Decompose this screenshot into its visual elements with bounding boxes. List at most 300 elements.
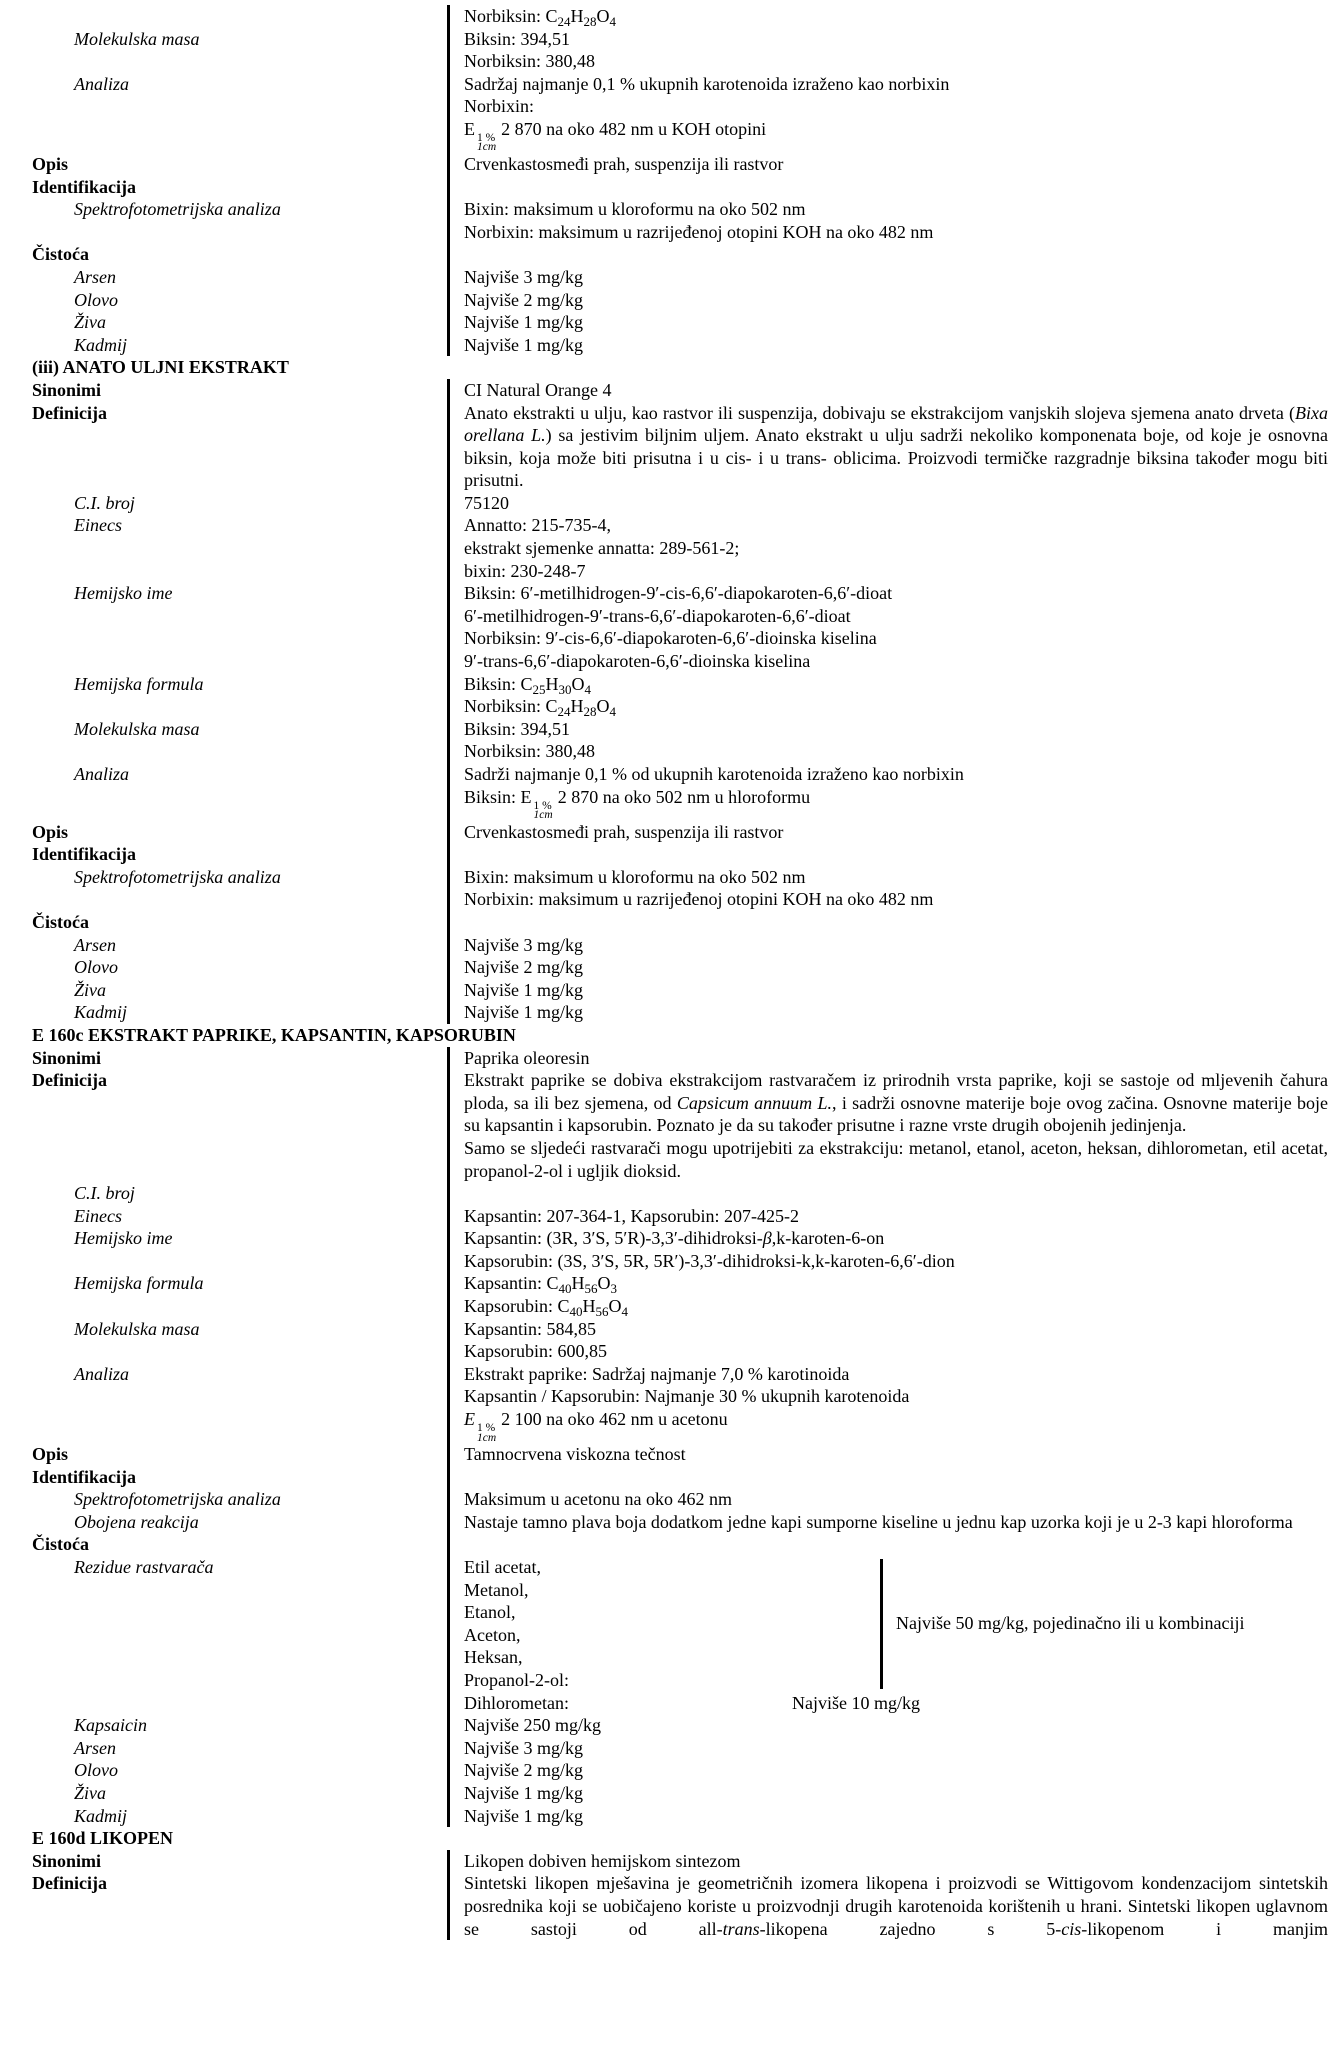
spec-row [0, 537, 1340, 560]
row-label: Čistoća [32, 1534, 89, 1555]
solvent-name: Etil acetat, [464, 1557, 541, 1577]
row-value [447, 1466, 1340, 1489]
text-segment: Najviše 3 mg/kg [464, 934, 583, 955]
row-value [447, 176, 1340, 199]
spec-row [0, 379, 1340, 402]
spec-row [0, 1272, 1340, 1295]
row-label: C.I. broj [74, 1183, 135, 1204]
row-label [0, 1385, 447, 1408]
row-value [447, 1533, 1340, 1556]
text-segment: Norbixin: [464, 96, 534, 117]
row-value [447, 1488, 1340, 1511]
spec-row [0, 1047, 1340, 1070]
row-label: Arsen [74, 934, 116, 955]
text-segment: trans [722, 1918, 760, 1939]
value-paragraph [464, 1850, 1328, 1873]
spec-row [0, 911, 1340, 934]
spec-row [0, 221, 1340, 244]
e-subscript: 1cm [477, 1431, 497, 1444]
row-value [447, 95, 1340, 118]
spec-row [0, 5, 1340, 28]
spec-row [0, 1227, 1340, 1250]
row-value [447, 888, 1340, 911]
text-segment: Biksin: 6′-metilhidrogen-9′-cis-6,6′-diapokaroten-6,6′-dioat [464, 583, 893, 604]
row-label [0, 605, 447, 628]
row-value [447, 934, 1340, 957]
extinction-coefficient-notation [464, 1409, 501, 1444]
value-paragraph [464, 1137, 1328, 1182]
spec-row [0, 1318, 1340, 1341]
spec-row [0, 843, 1340, 866]
row-value [447, 740, 1340, 763]
text-segment: Bixin: maksimum u kloroformu na oko 502 nm [464, 199, 806, 220]
subscript: 24 [557, 14, 571, 29]
text-segment: Kapsorubin: 600,85 [464, 1341, 607, 1362]
text-segment: bixin: 230-248-7 [464, 560, 586, 581]
value-paragraph [464, 605, 1328, 628]
text-segment: Najviše 1 mg/kg [464, 312, 583, 333]
section-heading: (iii) ANATO ULJNI EKSTRAKT [32, 357, 289, 378]
text-segment: Sadrži najmanje 0,1 % od ukupnih karotenoida izraženo kao norbixin [464, 764, 964, 784]
row-label [0, 627, 447, 650]
text-segment: Likopen dobiven hemijskom sintezom [464, 1850, 741, 1871]
value-paragraph [464, 1385, 1328, 1408]
row-value [447, 650, 1340, 673]
row-value [447, 718, 1340, 741]
row-label: Analiza [74, 764, 130, 784]
text-segment: Ekstrakt paprike se dobiva ekstrakcijom rastvaračem iz prirodnih vrsta paprike, koji se sastoje od mljevenih čahura ploda, sa ili bez sjemena, od [464, 1070, 1328, 1113]
row-label: Olovo [74, 289, 118, 310]
value-paragraph [464, 1363, 1328, 1386]
spec-row [0, 605, 1340, 628]
spec-row [0, 1850, 1340, 1873]
text-segment: Paprika oleoresin [464, 1047, 590, 1068]
spec-row [0, 560, 1340, 583]
row-label: Kadmij [74, 334, 128, 355]
row-label [0, 786, 447, 821]
text-segment: Najviše 2 mg/kg [464, 1760, 583, 1781]
spec-row [0, 95, 1340, 118]
spec-row [0, 673, 1340, 696]
row-label [0, 118, 447, 153]
spec-row [0, 888, 1340, 911]
value-paragraph [464, 1511, 1328, 1534]
row-label: Kapsaicin [74, 1715, 148, 1736]
text-segment: Sadržaj najmanje 0,1 % ukupnih karotenoida izraženo kao norbixin [464, 73, 950, 94]
row-label [0, 1340, 447, 1363]
text-segment: Najviše 3 mg/kg [464, 1737, 583, 1758]
row-label: Identifikacija [32, 1466, 137, 1487]
row-value [447, 673, 1340, 696]
text-segment: Kapsantin: C [464, 1273, 559, 1294]
spec-row [0, 1205, 1340, 1228]
subscript: 40 [558, 1281, 572, 1297]
row-label: Molekulska masa [74, 1318, 200, 1339]
value-paragraph [464, 866, 1328, 889]
row-label: Arsen [74, 1737, 116, 1758]
spec-row [0, 1385, 1340, 1408]
text-segment: Maksimum u acetonu na oko 462 nm [464, 1489, 732, 1510]
spec-row [0, 1737, 1340, 1760]
row-label: Živa [74, 979, 107, 1000]
text-segment: CI Natural Orange 4 [464, 379, 612, 400]
row-value [447, 1443, 1340, 1466]
subscript: 28 [583, 14, 597, 29]
subscript: 56 [584, 1281, 598, 1297]
text-segment: O [596, 696, 610, 717]
row-value [447, 605, 1340, 628]
row-label: Hemijsko ime [74, 1228, 173, 1249]
spec-row [0, 334, 1340, 357]
text-segment: β [762, 1228, 772, 1249]
text-segment: Najviše 1 mg/kg [464, 1002, 583, 1023]
row-label: Kadmij [74, 1805, 128, 1826]
text-segment: O [571, 673, 585, 694]
row-value [447, 821, 1340, 844]
row-label [0, 740, 447, 763]
value-paragraph [464, 1488, 1328, 1511]
text-segment: H [582, 1296, 596, 1317]
text-segment: Najviše 2 mg/kg [464, 957, 583, 978]
text-segment: Capsicum annuum L. [676, 1092, 832, 1113]
e-sup-sub-stack [533, 799, 553, 822]
row-value [447, 786, 1340, 821]
value-paragraph [464, 888, 1328, 911]
text-segment: Norbiksin: 380,48 [464, 741, 596, 762]
row-value [447, 1805, 1340, 1828]
text-segment: Norbiksin: C [464, 6, 558, 26]
row-value [447, 50, 1340, 73]
spec-row [0, 650, 1340, 673]
extinction-coefficient-notation [464, 118, 501, 154]
value-paragraph [464, 627, 1328, 650]
text-segment: Sintetski likopen mješavina je geometričnih izomera likopena i proizvodi se Wittigovom kondenzacijom sintetskih posrednika koji se uobičajeno koriste u proizvodnji drugih karotenoida korištenih u hrani. Sintetski likopen uglavnom se sastoji od all- [464, 1873, 1328, 1939]
value-paragraph [464, 221, 1328, 244]
solvent-residues-block [464, 1556, 1328, 1692]
text-segment: Kapsantin / Kapsorubin: Najmanje 30 % ukupnih karotenoida [464, 1386, 910, 1407]
row-value [447, 1047, 1340, 1070]
section-heading: E 160d LIKOPEN [32, 1828, 174, 1849]
row-label: Definicija [32, 1873, 107, 1894]
value-paragraph [464, 1205, 1328, 1228]
text-segment: Samo se sljedeći rastvarači mogu upotrijebiti za ekstrakciju: metanol, etanol, aceton, heksan, dihlorometan, etil acetat, propanol-2-ol i ugljik dioksid. [464, 1137, 1328, 1181]
value-paragraph [464, 673, 1328, 696]
text-segment: Norbixin: maksimum u razrijeđenoj otopini KOH na oko 482 nm [464, 889, 934, 910]
row-label [0, 695, 447, 718]
row-value [447, 1782, 1340, 1805]
row-value [447, 866, 1340, 889]
row-value [447, 492, 1340, 515]
row-label: Opis [32, 821, 69, 842]
text-segment: Tamnocrvena viskozna tečnost [464, 1444, 686, 1465]
text-segment: 2 870 na oko 482 nm u KOH otopini [501, 118, 767, 139]
value-paragraph [464, 1318, 1328, 1341]
value-paragraph [464, 1001, 1328, 1024]
value-paragraph [464, 1272, 1328, 1295]
spec-row [0, 979, 1340, 1002]
row-value [447, 1759, 1340, 1782]
row-value [447, 582, 1340, 605]
text-segment: H [570, 696, 584, 717]
value-paragraph [464, 402, 1328, 492]
value-paragraph [464, 821, 1328, 844]
subscript: 4 [609, 704, 617, 720]
spec-row [0, 1511, 1340, 1534]
e-subscript: 1cm [533, 809, 553, 822]
e-base: E [520, 786, 532, 807]
spec-row [0, 73, 1340, 96]
text-segment: Nastaje tamno plava boja dodatkom jedne kapi sumporne kiseline u jednu kap uzorka koji je u 2-3 kapi hloroforma [464, 1511, 1293, 1532]
spec-row [0, 514, 1340, 537]
row-label: Opis [32, 153, 69, 174]
spec-row [0, 1759, 1340, 1782]
text-segment: Bixin: maksimum u kloroformu na oko 502 nm [464, 866, 806, 887]
row-value [447, 243, 1340, 266]
row-label [0, 560, 447, 583]
row-value [447, 537, 1340, 560]
value-paragraph [464, 1047, 1328, 1070]
text-segment: -likopena zajedno s 5- [759, 1918, 1062, 1939]
value-paragraph [464, 695, 1328, 718]
spec-row [0, 311, 1340, 334]
text-segment: 75120 [464, 492, 509, 513]
row-label: Sinonimi [32, 1047, 102, 1068]
subscript: 4 [609, 14, 617, 29]
row-label: Hemijsko ime [74, 583, 173, 604]
value-paragraph [464, 514, 1328, 537]
row-value [447, 28, 1340, 51]
text-segment: Kapsantin: 207-364-1, Kapsorubin: 207-425-2 [464, 1205, 799, 1226]
text-segment: Najviše 1 mg/kg [464, 334, 583, 355]
row-label [0, 1295, 447, 1318]
row-value [447, 1714, 1340, 1737]
text-segment: 2 100 na oko 462 nm u acetonu [501, 1409, 728, 1430]
value-paragraph [464, 1295, 1328, 1318]
row-label: Živa [74, 1782, 107, 1803]
row-label: Čistoća [32, 911, 89, 932]
subscript: 3 [610, 1281, 617, 1297]
text-segment: Annatto: 215-735-4, [464, 515, 611, 536]
value-paragraph [464, 118, 1328, 153]
row-label: Einecs [74, 515, 122, 536]
text-segment: ,k-karoten-6-on [771, 1228, 885, 1249]
value-paragraph [464, 50, 1328, 73]
spec-row [0, 1782, 1340, 1805]
text-segment: 2 870 na oko 502 nm u hloroformu [557, 786, 811, 807]
value-paragraph [464, 266, 1328, 289]
row-value [447, 695, 1340, 718]
value-paragraph [464, 1408, 1328, 1443]
e-superscript: 1 % [533, 799, 552, 812]
row-label [0, 1408, 447, 1443]
spec-row [0, 718, 1340, 741]
row-value [447, 1385, 1340, 1408]
spec-row [0, 1714, 1340, 1737]
row-value [447, 1737, 1340, 1760]
text-segment: -likopenom i manjim [1081, 1918, 1328, 1939]
solvent-name: Propanol-2-ol: [464, 1669, 569, 1690]
row-value [447, 1511, 1340, 1534]
text-segment: Biksin: 394,51 [464, 718, 571, 739]
text-segment: Norbixin: maksimum u razrijeđenoj otopini KOH na oko 482 nm [464, 221, 934, 242]
value-paragraph [464, 560, 1328, 583]
row-label: Definicija [32, 1070, 107, 1091]
row-label: Spektrofotometrijska analiza [74, 199, 281, 220]
row-label: Spektrofotometrijska analiza [74, 866, 281, 887]
text-segment: H [571, 1273, 585, 1294]
text-segment: Crvenkastosmeđi prah, suspenzija ili rastvor [464, 821, 784, 842]
row-value [447, 221, 1340, 244]
spec-row [0, 1069, 1340, 1182]
dichloromethane-label: Dihlorometan: [464, 1692, 569, 1713]
spec-row [0, 1340, 1340, 1363]
e-base: E [464, 118, 475, 139]
spec-row [0, 786, 1340, 821]
subscript: 24 [557, 704, 571, 720]
e-sup-sub-stack [477, 1424, 496, 1443]
e-subscript: 1cm [477, 141, 497, 154]
row-value [447, 1363, 1340, 1386]
row-value [447, 402, 1340, 492]
value-paragraph [464, 979, 1328, 1002]
extinction-coefficient-notation [520, 786, 558, 822]
row-label [0, 5, 447, 28]
row-value [447, 1069, 1340, 1182]
value-paragraph [464, 1340, 1328, 1363]
spec-row [0, 1250, 1340, 1273]
row-label: Identifikacija [32, 844, 137, 865]
subscript: 4 [584, 681, 592, 697]
spec-row [0, 582, 1340, 605]
row-label: Sinonimi [32, 379, 102, 400]
value-paragraph [464, 582, 1328, 605]
text-segment: Najviše 2 mg/kg [464, 289, 583, 310]
value-paragraph [464, 763, 1328, 786]
e-superscript: 1 % [477, 131, 496, 144]
row-label [0, 95, 447, 118]
spec-row [0, 695, 1340, 718]
row-value [447, 289, 1340, 312]
spec-row [0, 627, 1340, 650]
solvent-group-limit: Najviše 50 mg/kg, pojedinačno ili u kombinaciji [896, 1613, 1245, 1633]
row-label [0, 537, 447, 560]
text-segment: Biksin: C [464, 673, 533, 694]
row-label: Analiza [74, 1363, 130, 1384]
text-segment: Najviše 1 mg/kg [464, 1782, 583, 1803]
e-sup-sub-stack [477, 131, 497, 154]
text-segment: ekstrakt sjemenke annatta: 289-561-2; [464, 538, 740, 559]
value-paragraph [464, 1737, 1328, 1760]
spec-row [0, 821, 1340, 844]
text-segment: Biksin: [464, 786, 521, 807]
row-value [447, 956, 1340, 979]
spec-row [0, 934, 1340, 957]
subscript: 25 [532, 681, 546, 697]
value-paragraph [464, 1069, 1328, 1137]
row-value [447, 1318, 1340, 1341]
spec-row [0, 402, 1340, 492]
row-label: Spektrofotometrijska analiza [74, 1489, 281, 1510]
row-label: Definicija [32, 402, 107, 423]
text-segment: Najviše 250 mg/kg [464, 1715, 601, 1736]
spec-row [0, 243, 1340, 266]
value-paragraph [464, 956, 1328, 979]
value-paragraph [464, 379, 1328, 402]
row-label: Čistoća [32, 244, 89, 265]
value-paragraph [464, 718, 1328, 741]
row-label: Molekulska masa [74, 28, 200, 49]
row-label: Identifikacija [32, 176, 137, 197]
spec-row [0, 1872, 1340, 1940]
row-label: Opis [32, 1444, 69, 1465]
spec-row [0, 176, 1340, 199]
value-paragraph [464, 289, 1328, 312]
spec-row [0, 1295, 1340, 1318]
text-segment: Norbiksin: 9′-cis-6,6′-diapokaroten-6,6′-dioinska kiselina [464, 628, 877, 649]
spec-row [0, 289, 1340, 312]
text-segment: Ekstrakt paprike: Sadržaj najmanje 7,0 % karotinoida [464, 1363, 850, 1384]
row-value [447, 1408, 1340, 1443]
row-label [0, 221, 447, 244]
text-segment: Kapsantin: (3R, 3′S, 5′R)-3,3′-dihidroksi- [464, 1228, 763, 1249]
row-label: Hemijska formula [74, 673, 204, 694]
spec-row [0, 1363, 1340, 1386]
row-label: Rezidue rastvarača [74, 1557, 214, 1577]
row-value [447, 560, 1340, 583]
row-value [447, 627, 1340, 650]
dichloromethane-row [464, 1692, 1328, 1715]
spec-row [0, 1182, 1340, 1205]
spec-row [0, 1533, 1340, 1556]
spec-row [0, 1488, 1340, 1511]
section-heading: E 160c EKSTRAKT PAPRIKE, KAPSANTIN, KAPSORUBIN [32, 1024, 516, 1045]
row-value [447, 514, 1340, 537]
row-label: Einecs [74, 1205, 122, 1226]
row-label: C.I. broj [74, 492, 135, 513]
value-paragraph [464, 537, 1328, 560]
row-value [447, 1340, 1340, 1363]
row-value [447, 1205, 1340, 1228]
spec-row [0, 1408, 1340, 1443]
row-label: Arsen [74, 266, 116, 287]
subscript: 30 [558, 681, 572, 697]
text-segment: ) sa jestivim biljnim uljem. Anato ekstrakt u ulju sadrži nekoliko komponenata boje, od koje je osnovna biksin, koja može biti prisutna i u cis- i u trans- oblicima. Proizvodi termičke razgradnje biksina također mogu biti prisutni. [464, 425, 1328, 491]
row-value [447, 763, 1340, 786]
row-value [447, 1250, 1340, 1273]
row-label: Molekulska masa [74, 718, 200, 739]
row-label: Analiza [74, 73, 130, 94]
row-label [0, 650, 447, 673]
text-segment: Norbiksin: 380,48 [464, 51, 596, 72]
spec-row [0, 266, 1340, 289]
spec-row [0, 1805, 1340, 1828]
value-paragraph [464, 1759, 1328, 1782]
text-segment: Kapsorubin: C [464, 1296, 570, 1317]
text-segment: Bixa orellana L. [464, 402, 1328, 446]
spec-row [0, 956, 1340, 979]
row-value [447, 198, 1340, 221]
spec-row [0, 763, 1340, 786]
row-value [447, 1182, 1340, 1205]
value-paragraph [464, 73, 1328, 96]
text-segment: 6′-metilhidrogen-9′-trans-6,6′-diapokaroten-6,6′-dioat [464, 605, 851, 626]
row-label [0, 888, 447, 911]
row-label: Sinonimi [32, 1850, 102, 1871]
spec-row [0, 1556, 1340, 1714]
row-value [447, 311, 1340, 334]
text-segment: Najviše 1 mg/kg [464, 979, 583, 1000]
text-segment: Kapsorubin: (3S, 3′S, 5R, 5R′)-3,3′-dihidroksi-k,k-karoten-6,6′-dion [464, 1250, 955, 1271]
